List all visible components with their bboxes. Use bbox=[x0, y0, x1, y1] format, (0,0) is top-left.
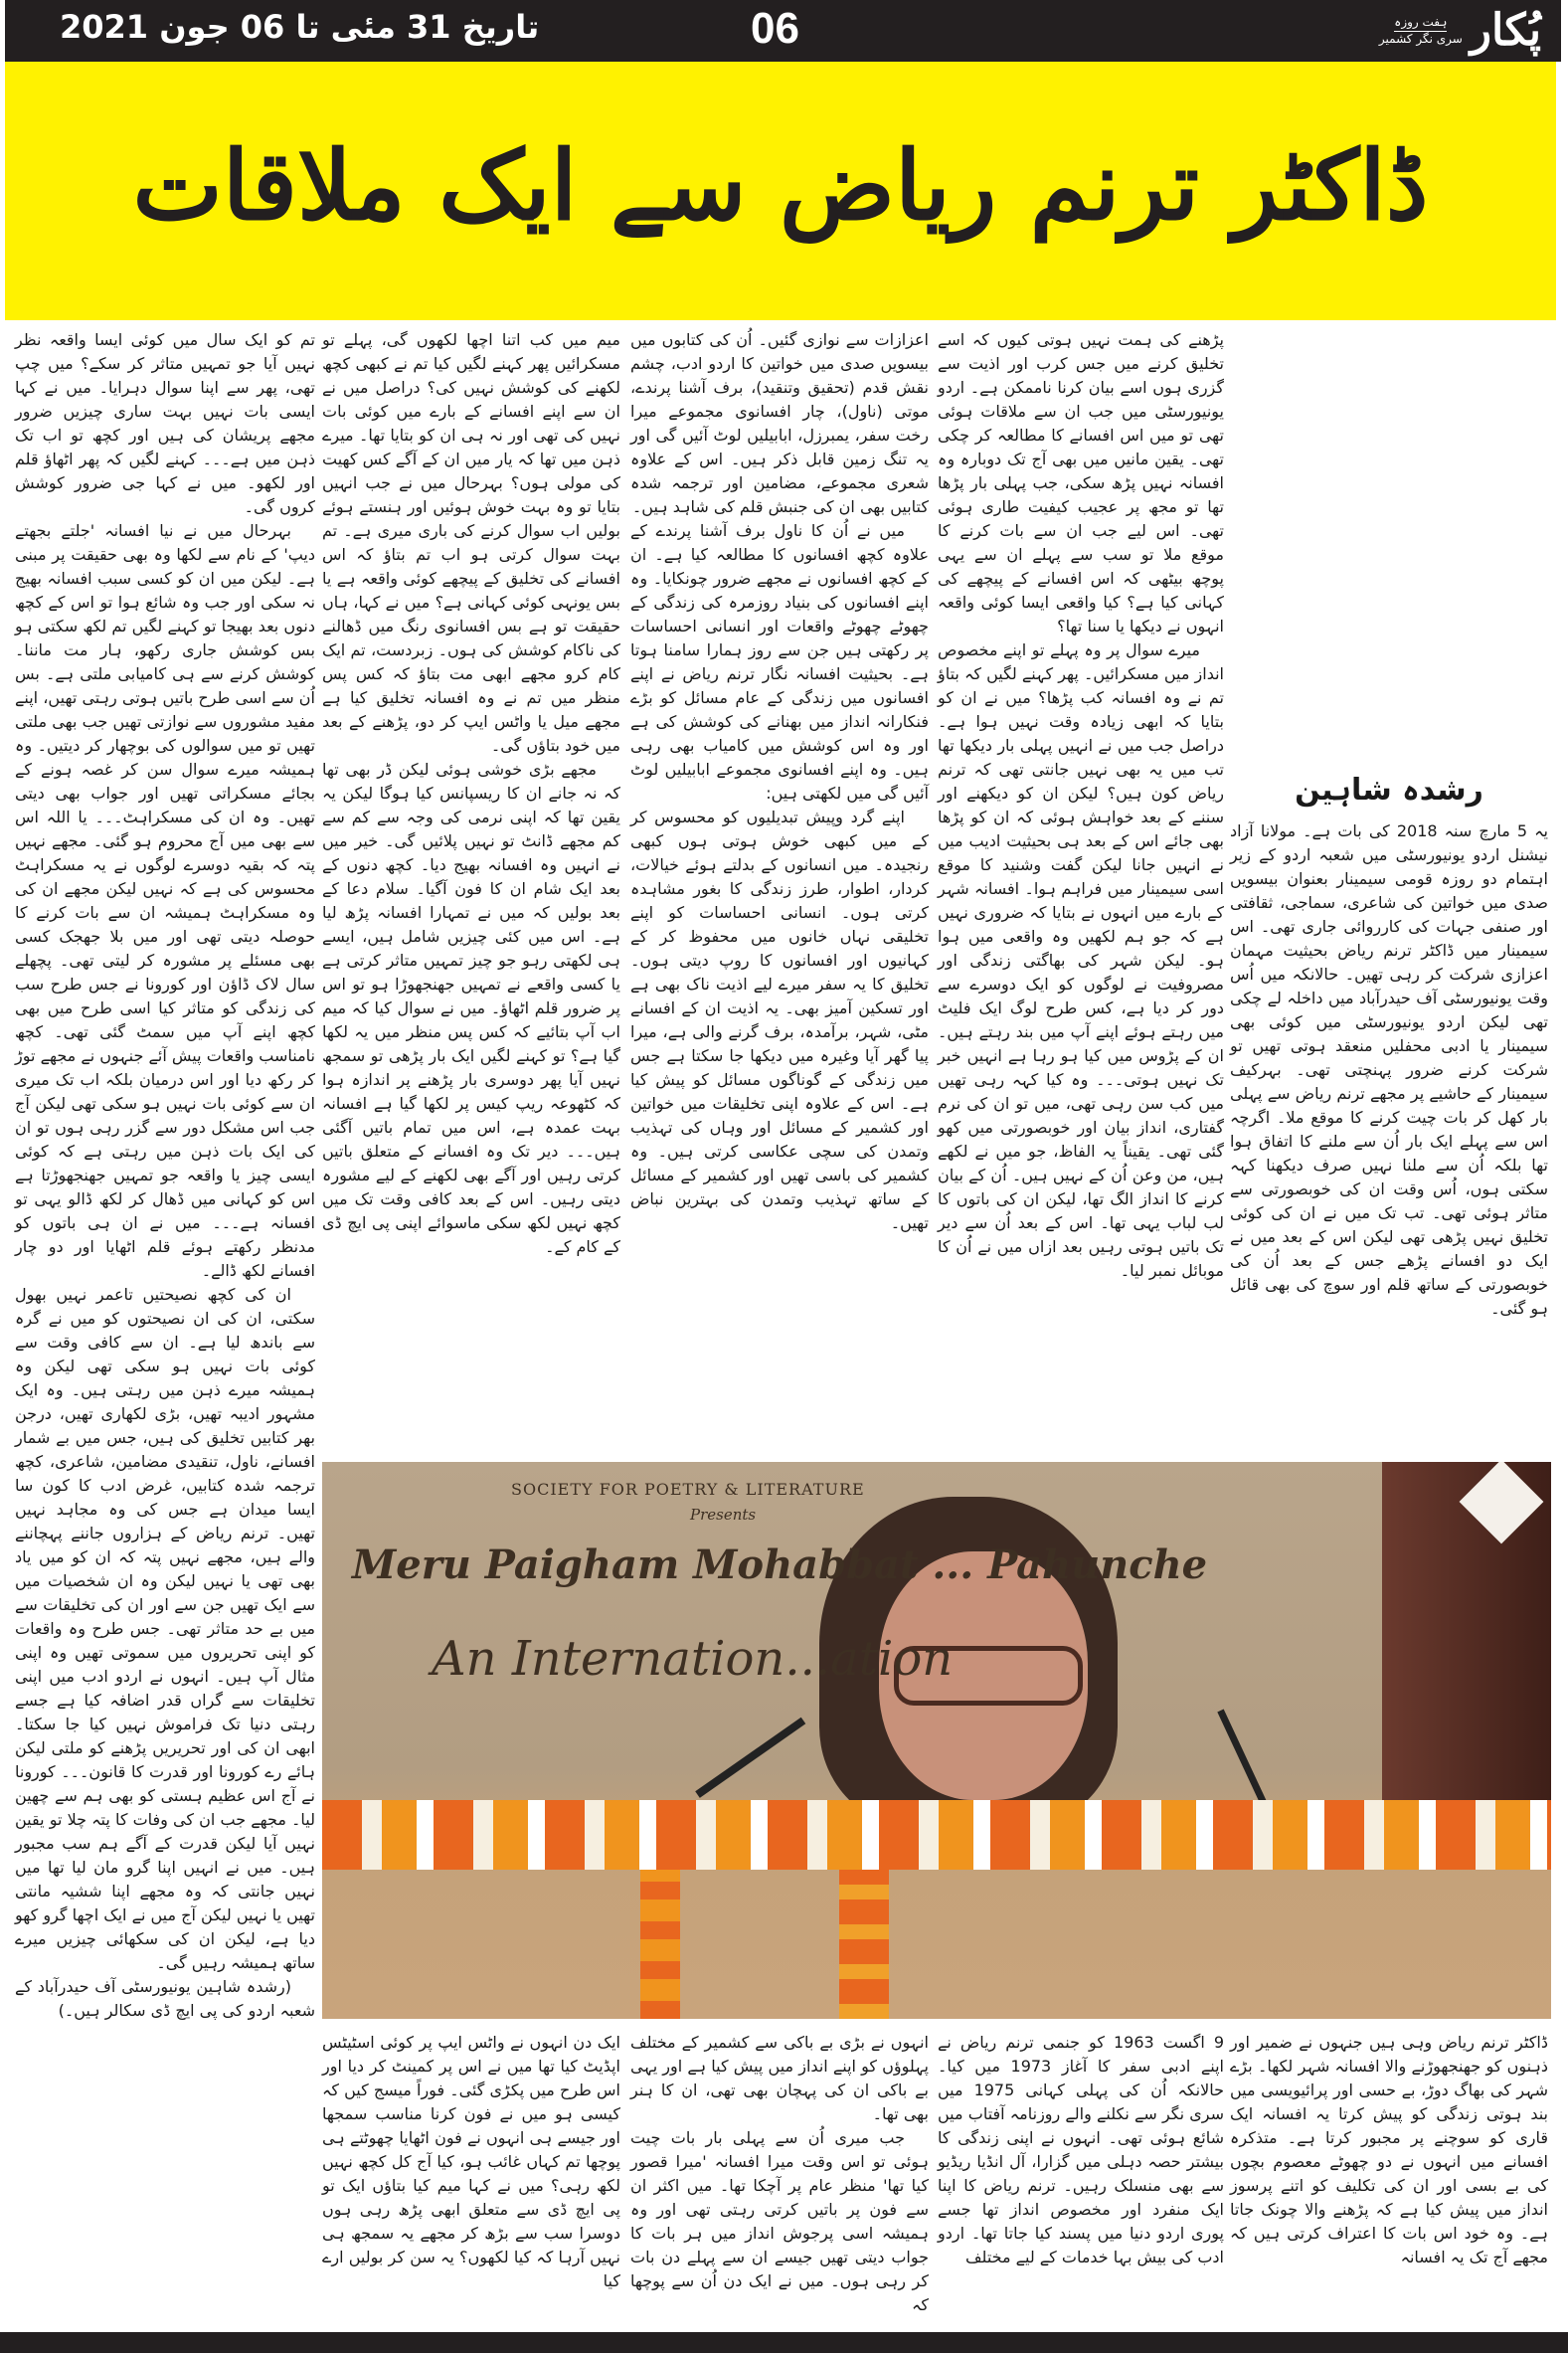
article-paragraph: تم کو ایک سال میں کوئی ایسا واقعہ نظر نہیں آیا جو تمہیں متاثر کر سکے؟ میں چپ تھی، پھر سے اپنا سوال دہرایا۔ میں نے کہا ایسی بات نہیں بہت ساری چیزیں ضرور مجھے پریشان کی ہیں اور کچھ تو اب تک ذہن میں ہے۔۔۔ کہنے لگیں کہ پھر اٹھاؤ قلم اور لکھو۔ میں نے کہا جی ضرور کوشش کروں گی۔ bbox=[15, 330, 315, 516]
article-paragraph: اعزازات سے نوازی گئیں۔ اُن کی کتابوں میں بیسویں صدی میں خواتین کا اردو ادب، چشم نقش قدم (تحقیق وتنقید)، برف آشنا پرندے، موتی (ناول)، چار افسانوی مجموعے میرا رخت سفر، یمبرزل، ابابیلیں لوٹ آئیں گی اور یہ تنگ زمین قابل ذکر ہیں۔ اس کے علاوہ شعری مجموعے، مضامین اور ترجمہ شدہ کتابیں بھی ان کی جنبش قلم کی شاہد ہیں۔ bbox=[630, 330, 929, 516]
flower-garland bbox=[322, 1800, 1551, 1870]
article-column-bottom-3 bbox=[630, 2031, 929, 2317]
article-paragraph: (رشدہ شاہین یونیورسٹی آف حیدرآباد کے شعبہ اردو کی پی ایچ ڈی سکالر ہیں۔) bbox=[15, 1977, 315, 2020]
article-paragraph: جب میری اُن سے پہلی بار بات چیت ہوئی تو اس وقت میرا افسانہ 'میرا قصور کیا تھا' منظر عام پر آچکا تھا۔ میں اکثر ان سے فون پر باتیں کرتی رہتی تھی اور وہ ہمیشہ اسی پرجوش انداز میں ہر بات کا جواب دیتی تھیں جیسے ان سے پہلے دن بات کر رہی ہوں۔ میں نے ایک دن اُن سے پوچھا کہ bbox=[630, 2128, 929, 2314]
newspaper-logo bbox=[1379, 2, 1541, 60]
photo-banner-text: SOCIETY FOR POETRY & LITERATURE bbox=[511, 1480, 865, 1499]
flower-garland bbox=[640, 1860, 680, 2019]
issue-date: تاریخ 31 مئی تا 06 جون 2021 bbox=[60, 8, 540, 46]
article-paragraph: ڈاکٹر ترنم ریاض وہی ہیں جنہوں نے ضمیر اور ذہنوں کو جھنجھوڑنے والا افسانہ شہر لکھا۔ بڑے شہر کی بھاگ دوڑ، بے حسی اور پرائیویسی میں بند ہوتی زندگی کو پیش کرتا یہ افسانہ ایک قاری کو سوچنے پر مجبور کرتا ہے۔ متذکرہ افسانے میں انہوں نے دو چھوٹے معصوم بچوں کی بے بسی اور ان کی تکلیف کو اتنے پرسوز انداز میں پیش کیا ہے کہ پڑھنے والا چونک جاتا ہے۔ وہ خود اس بات کا اعتراف کرتی ہیں کہ مجھے آج تک یہ افسانہ bbox=[1230, 2033, 1548, 2266]
photo-banner-text: An Internation...ation bbox=[432, 1631, 954, 1687]
article-column-bottom-4 bbox=[322, 2031, 620, 2293]
article-paragraph: پڑھنے کی ہمت نہیں ہوتی کیوں کہ اسے تخلیق کرنے میں جس کرب اور اذیت سے گزری ہوں اسے بیان کرنا ناممکن ہے۔ اردو یونیورسٹی میں جب ان سے ملاقات ہوئی تھی تو میں اس افسانے کا مطالعہ کر چکی تھی۔ یقین مانیں میں بھی آج تک دوبارہ وہ افسانہ نہیں پڑھ سکی، جب پہلی بار پڑھا تھا تو مجھ پر عجیب کیفیت طاری ہوئی تھی۔ اس لیے جب ان سے بات کرنے کا موقع ملا تو سب سے پہلے ان سے یہی پوچھ بیٹھی کہ اس افسانے کے پیچھے کی کہانی کیا ہے؟ کیا واقعی ایسا کوئی واقعہ انہوں نے دیکھا یا سنا تھا؟ bbox=[938, 330, 1224, 635]
photo-banner-text: Meru Paigham Mohabbat ... Pahunche bbox=[352, 1541, 1208, 1588]
page-title: ڈاکٹر ترنم ریاض سے ایک ملاقات bbox=[132, 129, 1429, 242]
logo-city: سری نگر کشمیر bbox=[1378, 31, 1463, 46]
article-paragraph: بہرحال میں نے نیا افسانہ 'جلتے بجھتے دیپ' کے نام سے لکھا وہ بھی حقیقت پر مبنی ہے۔ لیکن میں ان کو کسی سبب افسانہ بھیج نہ سکی اور جب وہ شائع ہوا تو اس کے کچھ دنوں بعد بھیجا تو کہنے لگیں تم لکھ سکتی ہو بس کوشش جاری رکھو، ہار مت ماننا۔ کوشش کرنے سے ہی کامیابی ملتی ہے۔ بس اُن سے اسی طرح باتیں ہوتی رہتی تھیں، اپنے مفید مشوروں سے نوازتی تھیں جب بھی ملتی تھیں تو میں سوالوں کی بوچھار کر دیتیں۔ وہ ہمیشہ میرے سوال سن کر غصہ ہونے کے بجائے مسکراتی تھیں اور جواب بھی دیتی تھیں۔ وہ ان کی مسکراہٹ۔۔۔ یا اللہ اس سے بھی میں آج محروم ہو گئی۔ مجھے نہیں پتہ کہ بقیہ دوسرے لوگوں نے یہ مسکراہٹ محسوس کی ہے کہ نہیں لیکن مجھے ان کی وہ مسکراہٹ ہمیشہ ان سے بات کرنے کا حوصلہ دیتی تھی اور میں بلا جھجک کسی بھی مسئلے پر مشورہ کر لیتی تھی۔ پچھلے سال لاک ڈاؤن اور کورونا نے جس طرح سب کی زندگی کو متاثر کیا اسی طرح میں بھی کچھ اپنے آپ میں سمٹ گئی تھی۔ کچھ نامناسب واقعات پیش آئے جنہوں نے مجھے توڑ کر رکھ دیا اور اس درمیان بلکہ اب تک میری ان سے کوئی بات نہیں ہو سکی تھی لیکن آج جب اس مشکل دور سے گزر رہی ہوں تو ان کی ایک بات ذہن میں رہتی ہے کہ کوئی ایسی چیز یا واقعہ جو تمہیں جھنجھوڑتا ہے اس کو کہانی میں ڈھال کر لکھ ڈالو یہی تو افسانہ ہے۔۔۔ میں نے ان ہی باتوں کو مدنظر رکھتے ہوئے قلم اٹھایا اور دو چار افسانے لکھ ڈالے۔ bbox=[15, 521, 315, 1280]
article-column-4 bbox=[322, 328, 620, 1259]
article-paragraph: میرے سوال پر وہ پہلے تو اپنے مخصوص انداز میں مسکرائیں۔ پھر کہنے لگیں کہ بتاؤ تم نے وہ افسانہ کب پڑھا؟ میں نے ان کو بتایا کہ ابھی زیادہ وقت نہیں ہوا ہے۔ دراصل جب میں نے انہیں پہلی بار دیکھا تھا تب میں یہ بھی نہیں جانتی تھی کہ ترنم ریاض کون ہیں؟ لیکن ان کو دیکھنے اور سننے کے بعد خواہش ہوئی کہ ان کو پڑھا بھی جائے اس کے بعد ہی بحیثیت ادیب میں نے انہیں جانا لیکن گفت وشنید کا موقع اسی سیمینار میں فراہم ہوا۔ افسانہ شہر کے بارے میں انہوں نے بتایا کہ ضروری نہیں ہے کہ جو ہم لکھیں وہ واقعی میں ہوا ہو۔ لیکن شہر کی بھاگتی زندگی اور مصروفیت نے لوگوں کو ایک دوسرے سے دور کر دیا ہے، کس طرح لوگ ایک فلیٹ میں رہتے ہوئے اپنے آپ میں بند رہتے ہیں۔ ان کے پڑوس میں کیا ہو رہا ہے انہیں خبر تک نہیں ہوتی۔۔۔ وہ کیا کہہ رہی تھیں میں کب سن رہی تھی، میں تو ان کی نرم گفتاری، انداز بیان اور خوبصورتی میں کھو گئی تھی۔ یقیناً یہ الفاظ، جو میں نے لکھے ہیں، من وعن اُن کے نہیں ہیں۔ اُن کے بیان کرنے کا انداز الگ تھا، لیکن ان کی باتوں کا لب لباب یہی تھا۔ اس کے بعد اُن سے دیر تک باتیں ہوتی رہیں بعد ازاں میں نے اُن کا موبائل نمبر لیا۔ bbox=[938, 640, 1224, 1280]
article-paragraph: ایک دن انہوں نے واٹس ایپ پر کوئی اسٹیٹس اپڈیٹ کیا تھا میں نے اس پر کمینٹ کر دیا اور اس طرح میں پکڑی گئی۔ فوراً میسج کیں کہ کیسی ہو میں نے فون کرنا مناسب سمجھا اور جیسے ہی انہوں نے فون اٹھایا چھوٹتے ہی پوچھا تم کہاں غائب ہو، کیا آج کل کچھ نہیں لکھ رہی؟ میں نے کہا میم کیا بتاؤں ایک تو پی ایچ ڈی سے متعلق ابھی پڑھ رہی ہوں دوسرا سب سے بڑھ کر مجھے یہ سمجھ ہی نہیں آرہا کہ کیا لکھوں؟ یہ سن کر بولیں ارے کیا bbox=[322, 2033, 620, 2290]
article-column-3 bbox=[630, 328, 929, 1235]
article-paragraph: اپنے گرد وپیش تبدیلیوں کو محسوس کر کے میں کبھی خوش ہوتی ہوں کبھی رنجیدہ۔ میں انسانوں کے بدلتے ہوئے خیالات، کردار، اطوار، طرز زندگی کا بغور مشاہدہ کرتی ہوں۔ انسانی احساسات کو اپنے تخلیقی نہاں خانوں میں محفوظ کر کے کہانیوں اور افسانوں کا روپ دیتی ہوں۔ تخلیق کا یہ سفر میرے لیے اذیت ناک بھی ہے اور تسکین آمیز بھی۔ یہ اذیت ان کے افسانے مٹی، شہر، برآمدہ، برف گرنے والی ہے، میرا پیا گھر آیا وغیرہ میں دیکھا جا سکتا ہے جس میں زندگی کے گوناگوں مسائل کو پیش کیا ہے۔ اس کے علاوہ اپنی تخلیقات میں خواتین اور کشمیر کے مسائل اور وہاں کی تہذیب وتمدن کی سچی عکاسی کرتی ہیں۔ وہ کشمیر کی باسی تھیں اور کشمیر کے مسائل کے ساتھ تہذیب وتمدن کی بہترین نباض تھیں۔ bbox=[630, 808, 929, 1232]
photo-banner-text: Presents bbox=[690, 1506, 757, 1524]
article-paragraph: میم میں کب اتنا اچھا لکھوں گی، پہلے تو مسکرائیں پھر کہنے لگیں کیا تم نے کبھی کچھ لکھنے کی کوشش نہیں کی؟ دراصل میں نے ان سے اپنے افسانے کے بارے میں کوئی بات نہیں کی تھی اور نہ ہی ان کو بتایا تھا۔ میرے ذہن میں تھا کہ یار میں ان کے آگے کس کھیت کی مولی ہوں؟ بہرحال میں نے جب انہیں بتایا تو وہ بہت خوش ہوئیں اور ہنستے ہوئے بولیں اب سوال کرنے کی باری میری ہے۔ تم بہت سوال کرتی ہو اب تم بتاؤ کہ اس افسانے کی تخلیق کے پیچھے کوئی واقعہ ہے یا بس یونہی کوئی کہانی ہے؟ میں نے کہا، ہاں حقیقت تو ہے بس افسانوی رنگ میں ڈھالنے کی ناکام کوشش کی ہوں۔ زبردست، تم ایک کام کرو مجھے ابھی مت بتاؤ کہ کس پس منظر میں تم نے وہ افسانہ تخلیق کیا ہے مجھے میل یا واٹس ایپ کر دو، پڑھنے کے بعد میں خود بتاؤں گی۔ bbox=[322, 330, 620, 755]
article-column-bottom-2 bbox=[938, 2031, 1224, 2269]
masthead-bar bbox=[5, 0, 1561, 62]
article-paragraph: 9 اگست 1963 کو جنمی ترنم ریاض نے اپنے ادبی سفر کا آغاز 1973 میں کیا۔ حالانکہ اُن کی پہلی کہانی 1975 میں سری نگر سے نکلنے والے روزنامہ آفتاب میں شائع ہوئی تھی۔ انہوں نے اپنی زندگی کا بیشتر حصہ دہلی میں گزارا، آل انڈیا ریڈیو سے بھی منسلک رہیں۔ ترنم ریاض کا اپنا ایک منفرد اور مخصوص انداز تھا جسے پوری اردو دنیا میں پسند کیا جاتا تھا۔ اردو ادب کی بیش بہا خدمات کے لیے مختلف bbox=[938, 2033, 1225, 2266]
article-column-5 bbox=[15, 328, 315, 2023]
flower-garland bbox=[839, 1860, 889, 2019]
page-number: 06 bbox=[751, 4, 799, 53]
article-column-2 bbox=[938, 328, 1224, 1283]
article-column-1 bbox=[1230, 766, 1548, 1321]
logo-tagline: ہفت روزہ bbox=[1394, 15, 1447, 32]
headline-banner bbox=[5, 62, 1556, 320]
article-paragraph: مجھے بڑی خوشی ہوئی لیکن ڈر بھی تھا کہ نہ جانے ان کا ریسپانس کیا ہوگا لیکن یہ یقین تھا کہ اپنی نرمی کی وجہ سے کم سے کم مجھے ڈانٹ تو نہیں پلائیں گی۔ خیر میں نے انہیں وہ افسانہ بھیج دیا۔ کچھ دنوں کے بعد ایک شام ان کا فون آگیا۔ سلام دعا کے بعد بولیں کہ میں نے تمہارا افسانہ پڑھ لیا ہے۔ اس میں کئی چیزیں شامل ہیں، ایسے ہی لکھتی رہو جو چیز تمہیں متاثر کرتی ہے یا کسی واقعے نے تمہیں جھنجھوڑا ہو تو اس پر ضرور قلم اٹھاؤ۔ میں نے سوال کیا کہ میم اب آپ بتائیے کہ کس پس منظر میں یہ لکھا گیا ہے؟ تو کہنے لگیں ایک بار پڑھی تو سمجھ نہیں آیا پھر دوسری بار پڑھنے پر اندازہ ہوا کہ کٹھوعہ ریپ کیس پر لکھا گیا ہے افسانہ بہت عمدہ ہے، اس میں تمام باتیں آگئی ہیں۔۔۔ دیر تک وہ افسانے کے متعلق باتیں کرتی رہیں اور آگے بھی لکھنے کے لیے مشورہ دیتی رہیں۔ اس کے بعد کافی وقت تک میں کچھ نہیں لکھ سکی ماسوائے اپنی پی ایچ ڈی کے کام کے۔ bbox=[322, 760, 620, 1256]
footer-bar bbox=[0, 2332, 1568, 2353]
logo-text: پُکار bbox=[1470, 5, 1541, 56]
article-paragraph: انہوں نے بڑی بے باکی سے کشمیر کے مختلف پہلوؤں کو اپنے انداز میں پیش کیا ہے اور یہی بے باکی ان کی پہچان بھی تھی، ان کا ہنر بھی تھا۔ bbox=[630, 2033, 929, 2123]
article-paragraph: یہ 5 مارچ سنہ 2018 کی بات ہے۔ مولانا آزاد نیشنل اردو یونیورسٹی میں شعبہ اردو کے زیر اہتمام دو روزہ قومی سیمینار بعنوان بیسویں صدی میں خواتین کی شاعری، سماجی، ثقافتی اور صنفی جہات کی کارروائی جاری تھی۔ اس سیمینار میں ڈاکٹر ترنم ریاض بحیثیت مہمان اعزازی شرکت کر رہی تھیں۔ حالانکہ میں اُس وقت یونیورسٹی آف حیدرآباد میں داخلہ لے چکی تھی لیکن اردو یونیورسٹی میں کوئی بھی سیمینار یا ادبی محفلیں منعقد ہوتی تھیں تو شرکت کرنے ضرور پہنچتی تھی۔ بہرکیف سیمینار کے حاشیے پر مجھے ترنم ریاض سے پہلی بار کھل کر بات چیت کرنے کا موقع ملا۔ اگرچہ اس سے پہلے ایک بار اُن سے ملنے کا اتفاق ہوا تھا بلکہ اُن سے ملنا نہیں صرف دیکھنا کہہ سکتی ہوں، اُس وقت ان کی خوبصورتی سے متاثر ہوئی تھی۔ تب تک میں نے ان کی کوئی تخلیق نہیں پڑھی تھی لیکن اس کے بعد میں نے ایک دو افسانے پڑھے جس کے بعد اُن کی خوبصورتی کے ساتھ قلم اور سوچ کی بھی قائل ہو گئی۔ bbox=[1230, 821, 1548, 1318]
article-paragraph: میں نے اُن کا ناول برف آشنا پرندے کے علاوہ کچھ افسانوں کا مطالعہ کیا ہے۔ ان کے کچھ افسانوں نے مجھے ضرور چونکایا۔ وہ اپنے افسانوں کی بنیاد روزمرہ کی زندگی کے چھوٹے چھوٹے واقعات اور انسانی احساسات پر رکھتی ہیں جن سے روز ہمارا سامنا ہوتا ہے۔ بحیثیت افسانہ نگار ترنم ریاض نے اپنے افسانوں میں زندگی کے عام مسائل کو بڑے فنکارانہ انداز میں بھنانے کی کوشش کی ہے اور وہ اس کوشش میں کامیاب بھی رہی ہیں۔ وہ اپنے افسانوی مجموعے ابابیلیں لوٹ آئیں گی میں لکھتی ہیں: bbox=[630, 521, 929, 803]
microphone-icon bbox=[695, 1718, 805, 1798]
article-column-bottom-1 bbox=[1230, 2031, 1548, 2269]
author-byline: رشدہ شاہین bbox=[1295, 773, 1483, 808]
article-paragraph: ان کی کچھ نصیحتیں تاعمر نہیں بھول سکتی، ان کی ان نصیحتوں کو میں نے گرہ سے باندھ لیا ہے۔ ان سے کافی وقت سے کوئی بات نہیں ہو سکی تھی لیکن وہ ہمیشہ میرے ذہن میں رہتی ہیں۔ وہ ایک مشہور ادیبہ تھیں، بڑی لکھاری تھیں، درجن بھر کتابیں تخلیق کی ہیں، جس میں بے شمار افسانے، ناول، تنقیدی مضامین، شاعری، کچھ ترجمہ شدہ کتابیں، غرض ادب کا کون سا ایسا میدان ہے جس کی وہ مجاہد نہیں تھیں۔ ترنم ریاض کے ہزاروں جاننے پہچاننے والے ہیں، مجھے نہیں پتہ کہ ان کو میں یاد بھی تھی یا نہیں لیکن وہ ان شخصیات میں سے ایک تھیں جن سے اور ان کی تخلیقات سے میں بے حد متاثر تھی۔ جس طرح وہ واقعات کو اپنی تحریروں میں سموتی تھیں وہ اپنی مثال آپ ہیں۔ انہوں نے اردو ادب میں اپنی تخلیقات سے گراں قدر اضافہ کیا ہے جسے رہتی دنیا تک فراموش نہیں کیا جا سکتا۔ ابھی ان کی اور تحریریں پڑھنے کو ملتی لیکن ہائے رے کورونا اور قدرت کا قانون۔۔۔ کورونا نے آج اس عظیم ہستی کو بھی ہم سے چھین لیا۔ مجھے جب ان کی وفات کا پتہ چلا تو یقین نہیں آیا لیکن قدرت کے آگے ہم سب مجبور ہیں۔ میں نے انہیں اپنا گرو مان لیا تھا میں نہیں جانتی کہ وہ مجھے اپنا ششیہ مانتی تھیں یا نہیں لیکن آج میں نے ایک اچھا گرو کھو دیا ہے، لیکن ان کی سکھائی چیزیں میرے ساتھ ہمیشہ رہیں گی۔ bbox=[15, 1285, 315, 1972]
article-photo bbox=[322, 1462, 1551, 2019]
logo-subtitle bbox=[1379, 15, 1463, 47]
